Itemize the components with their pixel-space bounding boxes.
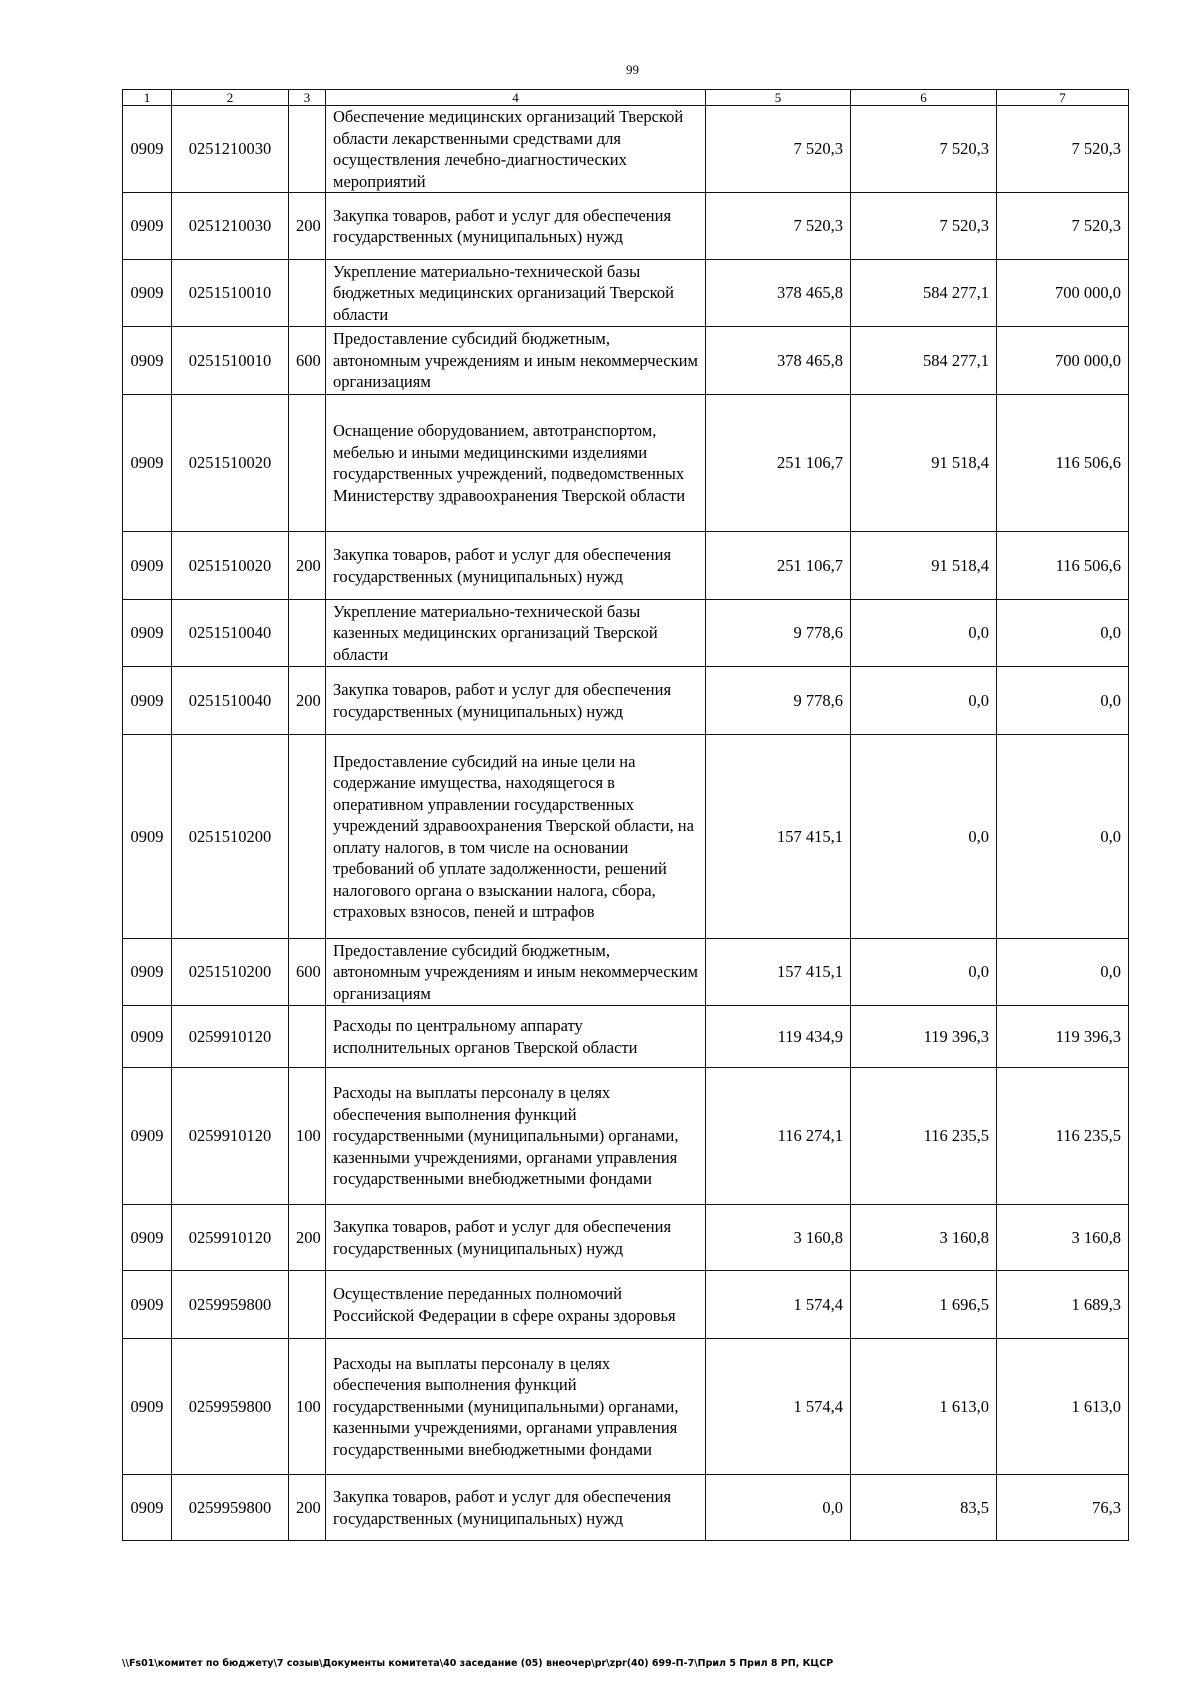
amount-col5: 9 778,6 bbox=[706, 667, 851, 735]
table-row bbox=[123, 395, 1129, 532]
amount-col5: 116 274,1 bbox=[706, 1068, 851, 1205]
section-code: 0909 bbox=[123, 667, 172, 735]
amount-col7: 116 235,5 bbox=[997, 1068, 1129, 1205]
table-row bbox=[123, 939, 1129, 1006]
item-description: Закупка товаров, работ и услуг для обеспечения государственных (муниципальных) нужд bbox=[326, 667, 706, 735]
amount-col5: 9 778,6 bbox=[706, 600, 851, 667]
budget-table bbox=[122, 89, 1129, 1541]
item-description: Предоставление субсидий на иные цели на содержание имущества, находящегося в оперативном управлении государственных учреждений здравоохранения Тверской области, на оплату налогов, в том числе на основании требований об уплате задолженности, решений налогового органа о взыскании налога, сбора, страховых взносов, пеней и штрафов bbox=[326, 735, 706, 939]
item-description: Предоставление субсидий бюджетным, автономным учреждениям и иным некоммерческим организациям bbox=[326, 327, 706, 395]
column-header-1: 1 bbox=[123, 90, 172, 106]
target-article-code: 0251210030 bbox=[172, 106, 289, 193]
section-code: 0909 bbox=[123, 1475, 172, 1541]
table-row bbox=[123, 735, 1129, 939]
expense-type-code bbox=[289, 260, 326, 327]
column-header-5: 5 bbox=[706, 90, 851, 106]
amount-col7: 0,0 bbox=[997, 735, 1129, 939]
target-article-code: 0251510020 bbox=[172, 532, 289, 600]
target-article-code: 0259910120 bbox=[172, 1006, 289, 1068]
column-header-6: 6 bbox=[851, 90, 997, 106]
section-code: 0909 bbox=[123, 532, 172, 600]
expense-type-code bbox=[289, 1271, 326, 1339]
target-article-code: 0259959800 bbox=[172, 1475, 289, 1541]
amount-col6: 0,0 bbox=[851, 667, 997, 735]
section-code: 0909 bbox=[123, 327, 172, 395]
amount-col6: 1 613,0 bbox=[851, 1339, 997, 1475]
amount-col5: 0,0 bbox=[706, 1475, 851, 1541]
amount-col7: 116 506,6 bbox=[997, 395, 1129, 532]
item-description: Расходы на выплаты персоналу в целях обеспечения выполнения функций государственными (муниципальными) органами, казенными учреждениями, органами управления государственными внебюджетными фондами bbox=[326, 1339, 706, 1475]
amount-col6: 1 696,5 bbox=[851, 1271, 997, 1339]
amount-col7: 116 506,6 bbox=[997, 532, 1129, 600]
table-row bbox=[123, 1006, 1129, 1068]
table-row bbox=[123, 327, 1129, 395]
amount-col5: 3 160,8 bbox=[706, 1205, 851, 1271]
item-description: Осуществление переданных полномочий Российской Федерации в сфере охраны здоровья bbox=[326, 1271, 706, 1339]
amount-col5: 378 465,8 bbox=[706, 327, 851, 395]
item-description: Расходы по центральному аппарату исполнительных органов Тверской области bbox=[326, 1006, 706, 1068]
item-description: Обеспечение медицинских организаций Тверской области лекарственными средствами для осуществления лечебно-диагностических мероприятий bbox=[326, 106, 706, 193]
amount-col6: 3 160,8 bbox=[851, 1205, 997, 1271]
table-header bbox=[123, 90, 1129, 106]
amount-col6: 83,5 bbox=[851, 1475, 997, 1541]
item-description: Предоставление субсидий бюджетным, автономным учреждениям и иным некоммерческим организациям bbox=[326, 939, 706, 1006]
amount-col5: 251 106,7 bbox=[706, 395, 851, 532]
target-article-code: 0251510040 bbox=[172, 600, 289, 667]
item-description: Оснащение оборудованием, автотранспортом, мебелью и иными медицинскими изделиями государственных учреждений, подведомственных Министерству здравоохранения Тверской области bbox=[326, 395, 706, 532]
amount-col5: 7 520,3 bbox=[706, 193, 851, 260]
amount-col5: 1 574,4 bbox=[706, 1271, 851, 1339]
target-article-code: 0259959800 bbox=[172, 1271, 289, 1339]
expense-type-code bbox=[289, 1006, 326, 1068]
page-number: 99 bbox=[626, 62, 639, 77]
expense-type-code: 100 bbox=[289, 1068, 326, 1205]
item-description: Закупка товаров, работ и услуг для обеспечения государственных (муниципальных) нужд bbox=[326, 1205, 706, 1271]
amount-col7: 700 000,0 bbox=[997, 327, 1129, 395]
section-code: 0909 bbox=[123, 193, 172, 260]
section-code: 0909 bbox=[123, 939, 172, 1006]
table-row bbox=[123, 106, 1129, 193]
section-code: 0909 bbox=[123, 106, 172, 193]
amount-col6: 7 520,3 bbox=[851, 106, 997, 193]
expense-type-code: 200 bbox=[289, 667, 326, 735]
amount-col6: 584 277,1 bbox=[851, 327, 997, 395]
expense-type-code: 100 bbox=[289, 1339, 326, 1475]
amount-col7: 1 613,0 bbox=[997, 1339, 1129, 1475]
amount-col6: 0,0 bbox=[851, 939, 997, 1006]
section-code: 0909 bbox=[123, 260, 172, 327]
amount-col6: 7 520,3 bbox=[851, 193, 997, 260]
amount-col7: 1 689,3 bbox=[997, 1271, 1129, 1339]
table-row bbox=[123, 193, 1129, 260]
expense-type-code bbox=[289, 395, 326, 532]
expense-type-code: 600 bbox=[289, 327, 326, 395]
expense-type-code: 200 bbox=[289, 532, 326, 600]
amount-col7: 76,3 bbox=[997, 1475, 1129, 1541]
section-code: 0909 bbox=[123, 735, 172, 939]
amount-col6: 91 518,4 bbox=[851, 395, 997, 532]
expense-type-code: 200 bbox=[289, 1475, 326, 1541]
table-row bbox=[123, 1339, 1129, 1475]
item-description: Укрепление материально-технической базы бюджетных медицинских организаций Тверской области bbox=[326, 260, 706, 327]
table-row bbox=[123, 600, 1129, 667]
target-article-code: 0251510010 bbox=[172, 327, 289, 395]
table-row bbox=[123, 1271, 1129, 1339]
amount-col6: 584 277,1 bbox=[851, 260, 997, 327]
table-row bbox=[123, 1475, 1129, 1541]
amount-col5: 7 520,3 bbox=[706, 106, 851, 193]
section-code: 0909 bbox=[123, 1205, 172, 1271]
expense-type-code bbox=[289, 106, 326, 193]
target-article-code: 0251510010 bbox=[172, 260, 289, 327]
amount-col6: 119 396,3 bbox=[851, 1006, 997, 1068]
amount-col7: 0,0 bbox=[997, 600, 1129, 667]
target-article-code: 0259910120 bbox=[172, 1068, 289, 1205]
amount-col7: 700 000,0 bbox=[997, 260, 1129, 327]
amount-col5: 119 434,9 bbox=[706, 1006, 851, 1068]
item-description: Расходы на выплаты персоналу в целях обеспечения выполнения функций государственными (муниципальными) органами, казенными учреждениями, органами управления государственными внебюджетными фондами bbox=[326, 1068, 706, 1205]
item-description: Закупка товаров, работ и услуг для обеспечения государственных (муниципальных) нужд bbox=[326, 193, 706, 260]
amount-col7: 7 520,3 bbox=[997, 193, 1129, 260]
column-header-7: 7 bbox=[997, 90, 1129, 106]
expense-type-code bbox=[289, 600, 326, 667]
target-article-code: 0251510200 bbox=[172, 939, 289, 1006]
section-code: 0909 bbox=[123, 600, 172, 667]
item-description: Закупка товаров, работ и услуг для обеспечения государственных (муниципальных) нужд bbox=[326, 532, 706, 600]
amount-col6: 91 518,4 bbox=[851, 532, 997, 600]
expense-type-code bbox=[289, 735, 326, 939]
column-header-2: 2 bbox=[172, 90, 289, 106]
amount-col6: 116 235,5 bbox=[851, 1068, 997, 1205]
amount-col7: 7 520,3 bbox=[997, 106, 1129, 193]
section-code: 0909 bbox=[123, 1068, 172, 1205]
amount-col7: 119 396,3 bbox=[997, 1006, 1129, 1068]
amount-col5: 378 465,8 bbox=[706, 260, 851, 327]
table-row bbox=[123, 1068, 1129, 1205]
section-code: 0909 bbox=[123, 1339, 172, 1475]
amount-col6: 0,0 bbox=[851, 735, 997, 939]
table-row bbox=[123, 532, 1129, 600]
target-article-code: 0251510020 bbox=[172, 395, 289, 532]
table-row bbox=[123, 260, 1129, 327]
target-article-code: 0251210030 bbox=[172, 193, 289, 260]
section-code: 0909 bbox=[123, 1006, 172, 1068]
amount-col5: 1 574,4 bbox=[706, 1339, 851, 1475]
table-row bbox=[123, 1205, 1129, 1271]
target-article-code: 0259910120 bbox=[172, 1205, 289, 1271]
column-header-3: 3 bbox=[289, 90, 326, 106]
expense-type-code: 200 bbox=[289, 1205, 326, 1271]
footer-file-path: \\Fs01\комитет по бюджету\7 созыв\Документы комитета\40 заседание (05) внеочер\pr\zpr(40) 699-П-7\Прил 5 Прил 8 РП, КЦСР bbox=[122, 1658, 834, 1669]
amount-col5: 157 415,1 bbox=[706, 735, 851, 939]
expense-type-code: 600 bbox=[289, 939, 326, 1006]
amount-col5: 251 106,7 bbox=[706, 532, 851, 600]
amount-col5: 157 415,1 bbox=[706, 939, 851, 1006]
section-code: 0909 bbox=[123, 1271, 172, 1339]
expense-type-code: 200 bbox=[289, 193, 326, 260]
target-article-code: 0251510040 bbox=[172, 667, 289, 735]
item-description: Закупка товаров, работ и услуг для обеспечения государственных (муниципальных) нужд bbox=[326, 1475, 706, 1541]
amount-col7: 0,0 bbox=[997, 667, 1129, 735]
target-article-code: 0259959800 bbox=[172, 1339, 289, 1475]
amount-col7: 3 160,8 bbox=[997, 1205, 1129, 1271]
target-article-code: 0251510200 bbox=[172, 735, 289, 939]
amount-col6: 0,0 bbox=[851, 600, 997, 667]
item-description: Укрепление материально-технической базы казенных медицинских организаций Тверской области bbox=[326, 600, 706, 667]
section-code: 0909 bbox=[123, 395, 172, 532]
header-row bbox=[123, 90, 1129, 106]
column-header-4: 4 bbox=[326, 90, 706, 106]
amount-col7: 0,0 bbox=[997, 939, 1129, 1006]
table-body bbox=[123, 106, 1129, 1541]
table-row bbox=[123, 667, 1129, 735]
